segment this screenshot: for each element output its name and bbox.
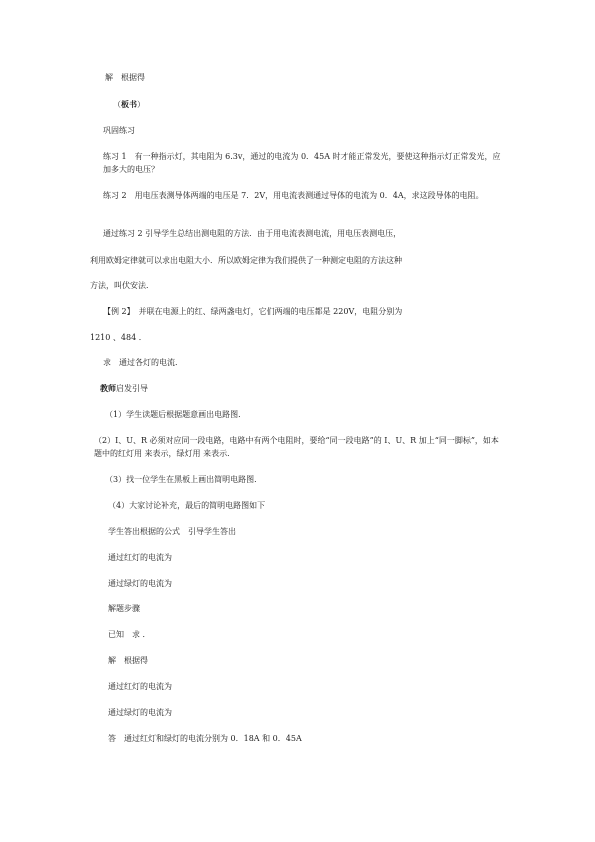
text-line-19: 通过绿灯的电流为: [108, 579, 172, 588]
text-line-17: 学生答出根据的公式 引导学生答出: [108, 527, 236, 536]
bracket-left: （: [113, 100, 121, 109]
text-line-24: 通过绿灯的电流为: [108, 708, 172, 717]
text-line-21: 已知 求 ．: [108, 630, 151, 639]
text-guidance: 启发引导: [116, 384, 148, 393]
text-line-10: 1210 、484 ．: [90, 333, 147, 342]
text-line-23: 通过红灯的电流为: [108, 682, 172, 691]
bold-teacher-label: 教师: [100, 383, 116, 393]
text-line-12: [100, 382, 148, 395]
text-line-7: 利用欧姆定律就可以求出电阻大小．所以欧姆定律为我们提供了一种测定电阻的方法这种: [90, 256, 402, 265]
text-line-1: 解 根据得: [105, 73, 145, 82]
text-line-2: [113, 98, 145, 111]
text-paragraph-exercise-1: 练习 1 有一种指示灯，其电阻为 6.3v，通过的电流为 0．45A 时才能正常发光，要使这种指示灯正常发光，应加多大的电压？: [103, 152, 501, 174]
text-line-22: 解 根据得: [108, 656, 148, 665]
text-line-16: （4）大家讨论补充，最后的简明电路图如下: [108, 501, 266, 510]
text-paragraph-exercise-2: 练习 2 用电压表测导体两端的电压是 7．2V，用电流表测通过导体的电流为 0．4A，求这段导体的电阻。: [103, 191, 484, 200]
bold-board-label: 板书: [121, 99, 137, 109]
text-line-18: 通过红灯的电流为: [108, 553, 172, 562]
text-paragraph-step-2: （2）I、U、R 必须对应同一段电路，电路中有两个电阻时，要给“同一段电路”的 I、U、R 加上“同一脚标”，如本题中的红灯用 来表示，绿灯用 来表示．: [94, 436, 499, 458]
text-line-15: （3）找一位学生在黑板上画出简明电路图．: [105, 475, 263, 484]
text-line-13: （1）学生读题后根据题意画出电路图．: [105, 410, 247, 419]
text-line-8: 方法，叫伏安法．: [90, 281, 154, 290]
bracket-right: ）: [137, 100, 145, 109]
text-line-11: 求 通过各灯的电流．: [103, 358, 183, 367]
text-line-6: 通过练习 2 引导学生总结出测电阻的方法．由于用电流表测电流，用电压表测电压，: [103, 229, 402, 238]
text-line-20: 解题步骤: [108, 604, 140, 613]
text-line-answer: 答 通过红灯和绿灯的电流分别为 0．18A 和 0．45A: [108, 734, 302, 743]
text-line-example-2: 【例 2】 并联在电源上的红、绿两盏电灯，它们两端的电压都是 220V，电阻分别为: [103, 307, 403, 316]
text-line-3: 巩固练习: [103, 126, 135, 135]
